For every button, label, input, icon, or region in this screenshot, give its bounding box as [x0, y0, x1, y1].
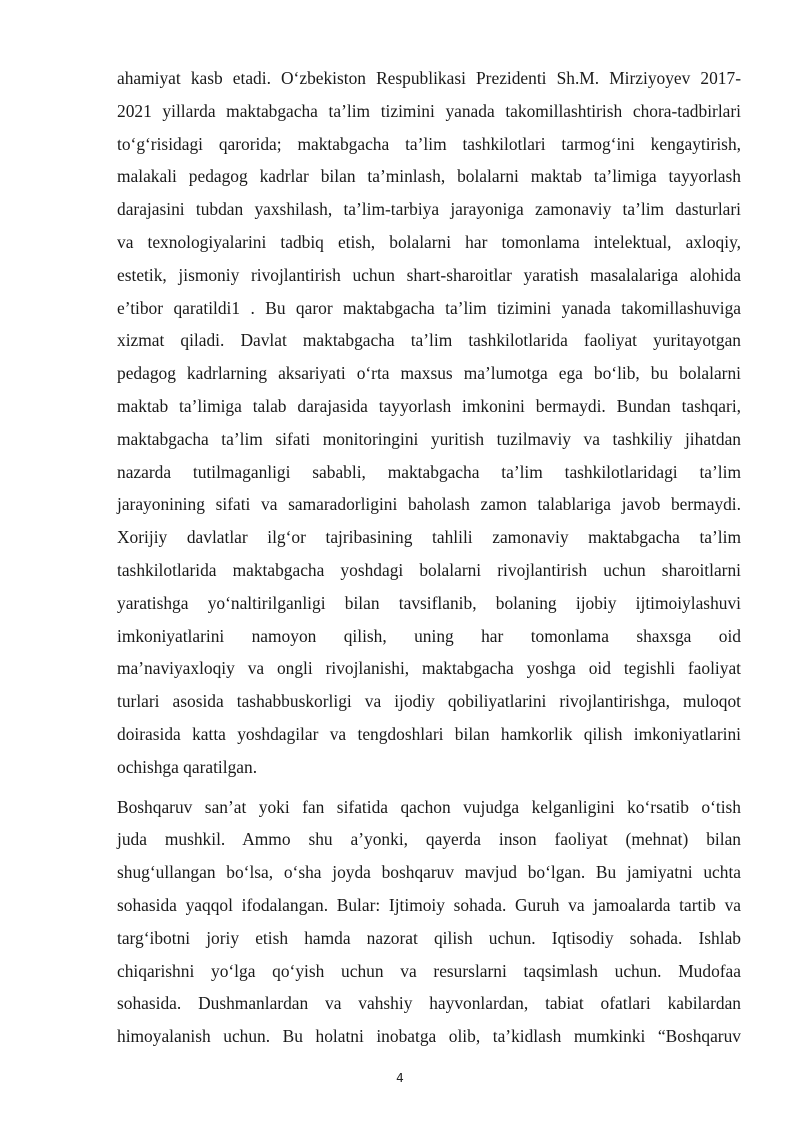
text-line: pedagog kadrlarning aksariyati o‘rta maxsus ma’lumotga ega bo‘lib, bu bolalarni — [117, 363, 741, 384]
text-line: xizmat qiladi. Davlat maktabgacha ta’lim tashkilotlarida faoliyat yuritayotgan — [117, 330, 741, 351]
text-line: doirasida katta yoshdagilar va tengdoshlari bilan hamkorlik qilish imkoniyatlarini — [117, 723, 741, 744]
text-line: ochishga qaratilgan. — [117, 756, 258, 777]
document-page — [117, 62, 741, 1053]
text-line: maktabgacha ta’lim sifati monitoringini yuritish tuzilmaviy va tashkiliy jihatdan — [117, 428, 741, 449]
text-line: darajasini tubdan yaxshilash, ta’lim-tarbiya jarayoniga zamonaviy ta’lim dasturlari — [117, 199, 741, 220]
text-line: nazarda tutilmaganligi sababli, maktabgacha ta’lim tashkilotlaridagi ta’lim — [117, 461, 741, 482]
text-line: jarayonining sifati va samaradorligini baholash zamon talablariga javob bermaydi. — [117, 494, 741, 515]
text-line: turlari asosida tashabbuskorligi va ijodiy qobiliyatlarini rivojlantirishga, muloqot — [117, 691, 741, 712]
text-line: Xorijiy davlatlar ilg‘or tajribasining tahlili zamonaviy maktabgacha ta’lim — [117, 527, 741, 548]
text-line: e’tibor qaratildi1 . Bu qaror maktabgacha ta’lim tizimini yanada takomillashuviga — [117, 297, 741, 318]
text-line: malakali pedagog kadrlar bilan ta’minlash, bolalarni maktab ta’limiga tayyorlash — [117, 166, 741, 187]
text-line: juda mushkil. Ammo shu a’yonki, qayerda inson faoliyat (mehnat) bilan — [117, 829, 741, 850]
text-line: targ‘ibotni joriy etish hamda nazorat qilish uchun. Iqtisodiy sohada. Ishlab — [117, 927, 741, 948]
text-line: ahamiyat kasb etadi. O‘zbekiston Respublikasi Prezidenti Sh.M. Mirziyoyev 2017- — [117, 68, 741, 88]
text-line: imkoniyatlarini namoyon qilish, uning har tomonlama shaxsga oid — [117, 625, 741, 646]
paragraph-2 — [117, 791, 741, 1053]
paragraph-gap — [117, 784, 741, 791]
text-line: sohasida. Dushmanlardan va vahshiy hayvonlardan, tabiat ofatlari kabilardan — [117, 993, 741, 1014]
text-line: chiqarishni yo‘lga qo‘yish uchun va resurslarni taqsimlash uchun. Mudofaa — [117, 960, 741, 981]
page-number: 4 — [396, 1071, 404, 1085]
text-line: to‘g‘risidagi qarorida; maktabgacha ta’lim tashkilotlari tarmog‘ini kengaytirish, — [117, 133, 741, 154]
text-line: sohasida yaqqol ifodalangan. Bular: Ijtimoiy sohada. Guruh va jamoalarda tartib va — [117, 894, 741, 915]
text-line: 2021 yillarda maktabgacha ta’lim tizimini yanada takomillashtirish chora-tadbirlari — [117, 100, 741, 121]
text-line: shug‘ullangan bo‘lsa, o‘sha joyda boshqaruv mavjud bo‘lgan. Bu jamiyatni uchta — [117, 862, 741, 883]
text-line: himoyalanish uchun. Bu holatni inobatga olib, ta’kidlash mumkinki “Boshqaruv — [117, 1026, 741, 1047]
text-line: maktab ta’limiga talab darajasida tayyorlash imkonini bermaydi. Bundan tashqari, — [117, 395, 741, 416]
text-line: va texnologiyalarini tadbiq etish, bolalarni har tomonlama intelektual, axloqiy, — [117, 231, 741, 252]
text-line: tashkilotlarida maktabgacha yoshdagi bolalarni rivojlantirish uchun sharoitlarni — [117, 559, 741, 580]
paragraph-1 — [117, 62, 741, 784]
text-line: ma’naviyaxloqiy va ongli rivojlanishi, maktabgacha yoshga oid tegishli faoliyat — [117, 658, 741, 679]
text-line: yaratishga yo‘naltirilganligi bilan tavsiflanib, bolaning ijobiy ijtimoiylashuvi — [117, 592, 741, 613]
text-line: Boshqaruv san’at yoki fan sifatida qachon vujudga kelganligini ko‘rsatib o‘tish — [117, 796, 741, 817]
text-line: estetik, jismoniy rivojlantirish uchun shart-sharoitlar yaratish masalalariga alohida — [117, 264, 741, 285]
